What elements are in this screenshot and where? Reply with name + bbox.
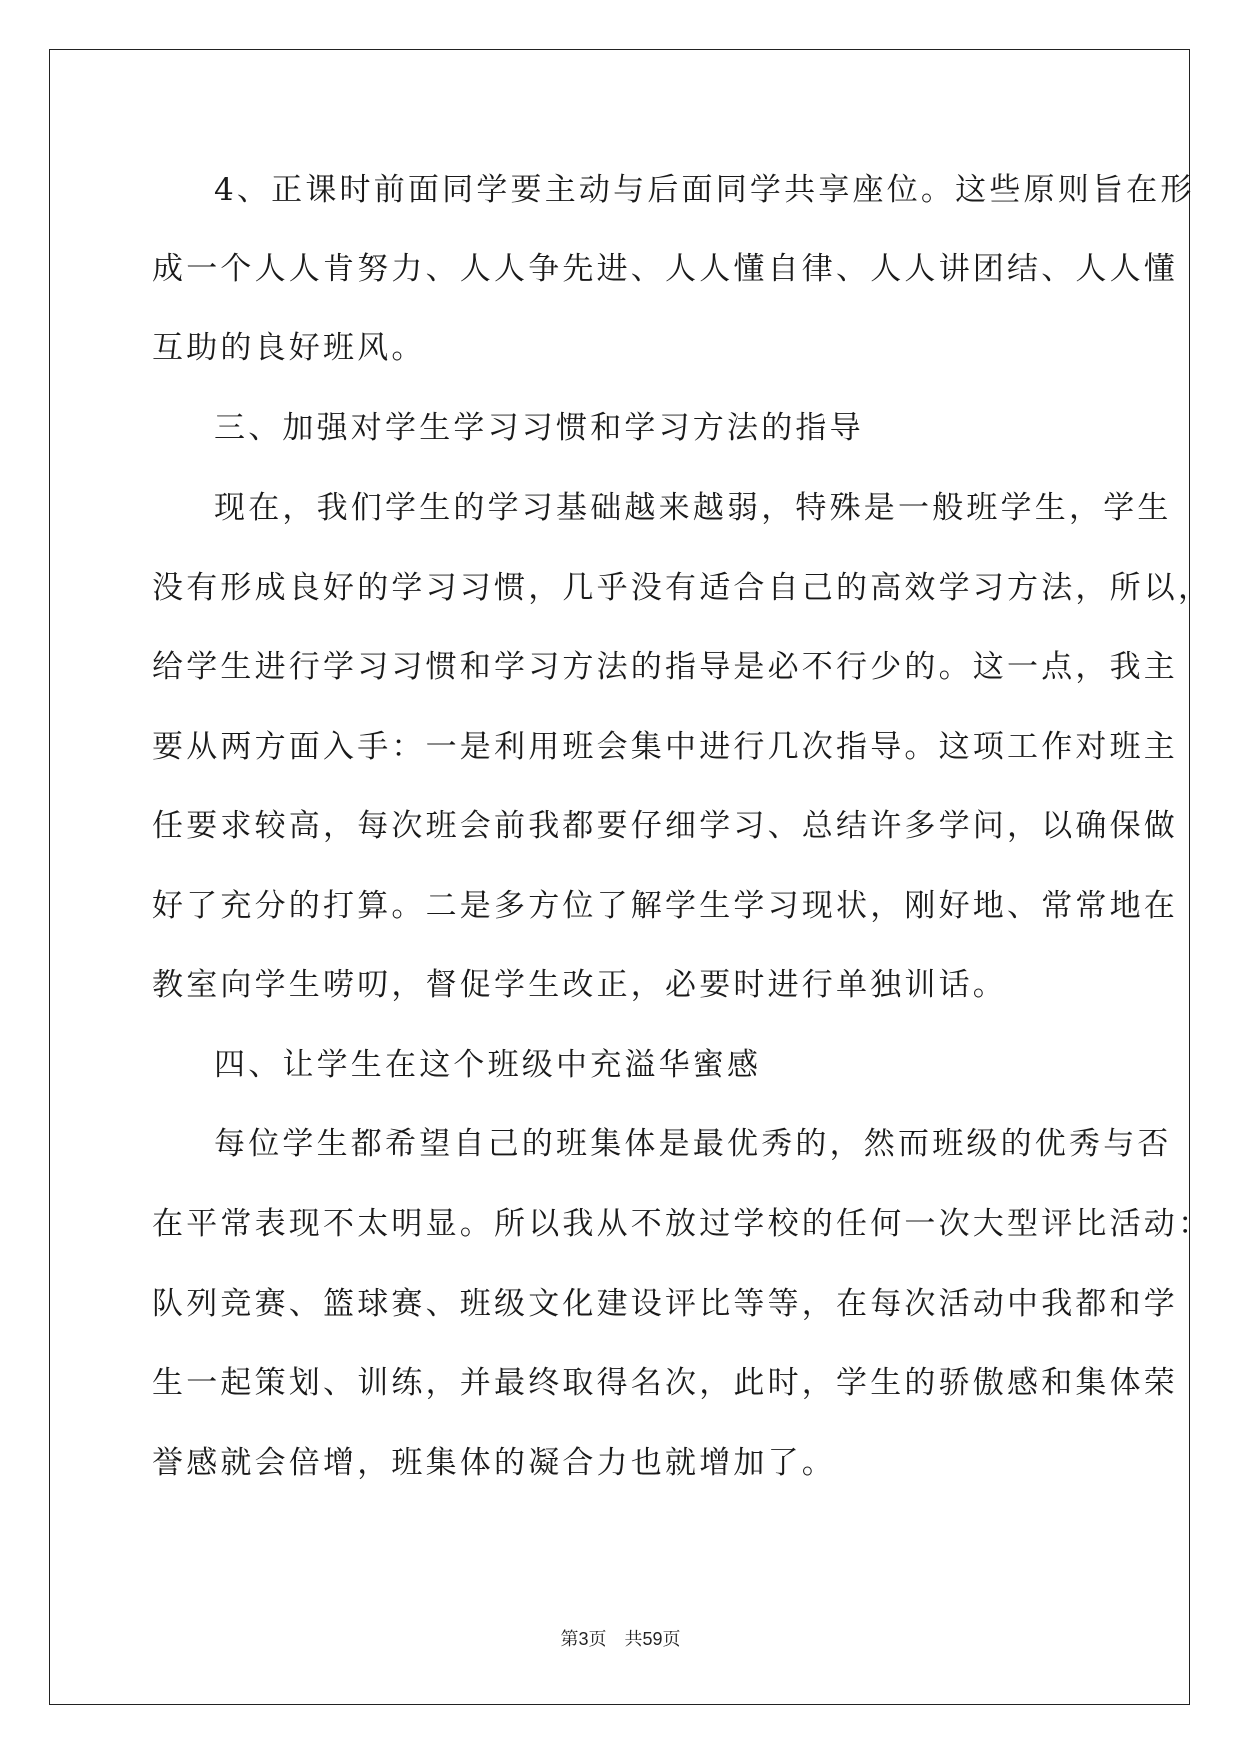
paragraph-line: 誉感就会倍增，班集体的凝合力也就增加了。 xyxy=(152,1445,836,1481)
paragraph-line: 要从两方面入手：一是利用班会集中进行几次指导。这项工作对班主 xyxy=(152,729,1178,765)
paragraph-line: 现在，我们学生的学习基础越来越弱，特殊是一般班学生，学生 xyxy=(214,490,1172,526)
total-pages: 59 xyxy=(642,1629,663,1649)
paragraph-line: 互助的良好班风。 xyxy=(152,330,426,366)
section-heading: 四、让学生在这个班级中充溢华蜜感 xyxy=(214,1047,762,1083)
section-heading: 三、加强对学生学习习惯和学习方法的指导 xyxy=(214,410,864,446)
total-prefix: 共 xyxy=(624,1629,643,1650)
page-number: 3 xyxy=(578,1629,589,1649)
page-unit: 页 xyxy=(588,1629,607,1650)
paragraph-line: 4、正课时前面同学要主动与后面同学共享座位。这些原则旨在形 xyxy=(214,172,1195,208)
paragraph-line: 在平常表现不太明显。所以我从不放过学校的任何一次大型评比活动： xyxy=(152,1206,1213,1242)
paragraph-line: 队列竞赛、篮球赛、班级文化建设评比等等，在每次活动中我都和学 xyxy=(152,1286,1178,1322)
page-footer xyxy=(0,1628,1241,1651)
paragraph-line: 教室向学生唠叨，督促学生改正，必要时进行单独训话。 xyxy=(152,967,1007,1003)
paragraph-line: 每位学生都希望自己的班集体是最优秀的，然而班级的优秀与否 xyxy=(214,1126,1172,1162)
paragraph-line: 成一个人人肯努力、人人争先进、人人懂自律、人人讲团结、人人懂 xyxy=(152,251,1178,287)
page-prefix: 第 xyxy=(560,1629,579,1650)
paragraph-line: 任要求较高，每次班会前我都要仔细学习、总结许多学问，以确保做 xyxy=(152,808,1178,844)
paragraph-line: 给学生进行学习习惯和学习方法的指导是必不行少的。这一点，我主 xyxy=(152,649,1178,685)
paragraph-line: 生一起策划、训练，并最终取得名次，此时，学生的骄傲感和集体荣 xyxy=(152,1365,1178,1401)
total-unit: 页 xyxy=(662,1629,681,1650)
paragraph-line: 没有形成良好的学习习惯，几乎没有适合自己的高效学习方法，所以， xyxy=(152,570,1213,606)
paragraph-line: 好了充分的打算。二是多方位了解学生学习现状，刚好地、常常地在 xyxy=(152,888,1178,924)
